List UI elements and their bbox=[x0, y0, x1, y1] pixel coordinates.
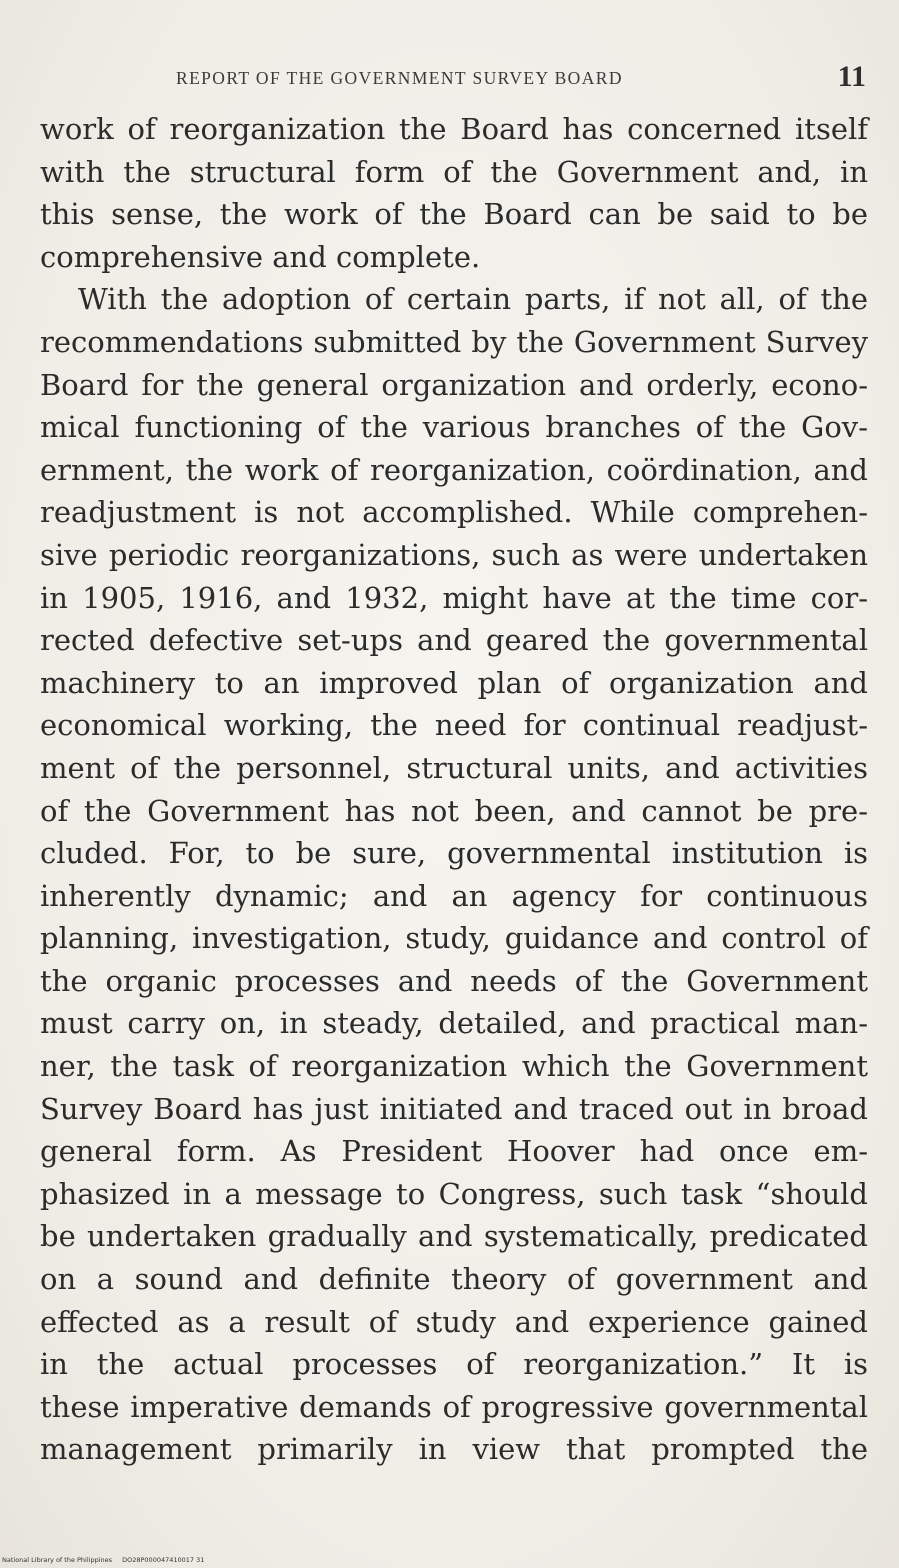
text-line: inherently dynamic; and an agency for continuous bbox=[40, 878, 868, 913]
text-line: cluded. For, to be sure, governmental institution is bbox=[40, 836, 868, 871]
text-line: on a sound and definite theory of government and bbox=[40, 1262, 868, 1297]
text-line: management primarily in view that prompted the bbox=[40, 1432, 868, 1467]
text-line: phasized in a message to Congress, such task “should bbox=[40, 1176, 868, 1211]
text-line: ernment, the work of reorganization, coördination, and bbox=[40, 452, 868, 487]
text-line: economical working, the need for continual readjust- bbox=[40, 708, 868, 743]
text-line: these imperative demands of progressive governmental bbox=[40, 1389, 868, 1424]
text-line: must carry on, in steady, detailed, and practical man- bbox=[40, 1006, 868, 1041]
text-line: in the actual processes of reorganization.” It is bbox=[40, 1347, 868, 1382]
text-line: ment of the personnel, structural units, and activities bbox=[40, 750, 868, 785]
text-line: effected as a result of study and experience gained bbox=[40, 1304, 868, 1339]
text-line: With the adoption of certain parts, if not all, of the bbox=[78, 282, 868, 317]
text-line: comprehensive and complete. bbox=[40, 239, 481, 274]
text-line: ner, the task of reorganization which the Government bbox=[40, 1049, 868, 1084]
text-line: machinery to an improved plan of organization and bbox=[40, 665, 868, 700]
text-line: planning, investigation, study, guidance and control of bbox=[40, 921, 868, 956]
document-code: DO28P000047410017 31 bbox=[122, 1556, 205, 1564]
text-line: work of reorganization the Board has concerned itself bbox=[40, 112, 868, 146]
running-head-title: REPORT OF THE GOVERNMENT SURVEY BOARD bbox=[176, 68, 623, 88]
text-line: Board for the general organization and orderly, econo- bbox=[40, 367, 868, 402]
text-line: of the Government has not been, and cannot be pre- bbox=[40, 793, 868, 828]
running-head bbox=[176, 60, 866, 100]
text-line: with the structural form of the Government and, in bbox=[40, 154, 868, 189]
text-line: rected defective set-ups and geared the governmental bbox=[40, 623, 868, 658]
body-text bbox=[40, 108, 868, 1471]
text-line: sive periodic reorganizations, such as were undertaken bbox=[40, 537, 868, 572]
text-line: general form. As President Hoover had once em- bbox=[40, 1134, 868, 1169]
text-line: Survey Board has just initiated and traced out in broad bbox=[40, 1091, 868, 1126]
text-line: be undertaken gradually and systematically, predicated bbox=[40, 1219, 868, 1254]
library-credit: National Library of the Philippines bbox=[2, 1556, 113, 1564]
text-line: recommendations submitted by the Government Survey bbox=[40, 324, 868, 359]
text-line: this sense, the work of the Board can be said to be bbox=[40, 197, 868, 232]
scan-footer bbox=[2, 1556, 212, 1564]
text-line: readjustment is not accomplished. While comprehen- bbox=[40, 495, 868, 530]
text-line: the organic processes and needs of the Government bbox=[40, 963, 868, 998]
text-line: mical functioning of the various branches of the Gov- bbox=[40, 410, 868, 445]
text-line: in 1905, 1916, and 1932, might have at the time cor- bbox=[40, 580, 868, 615]
page-number: 11 bbox=[837, 60, 866, 93]
